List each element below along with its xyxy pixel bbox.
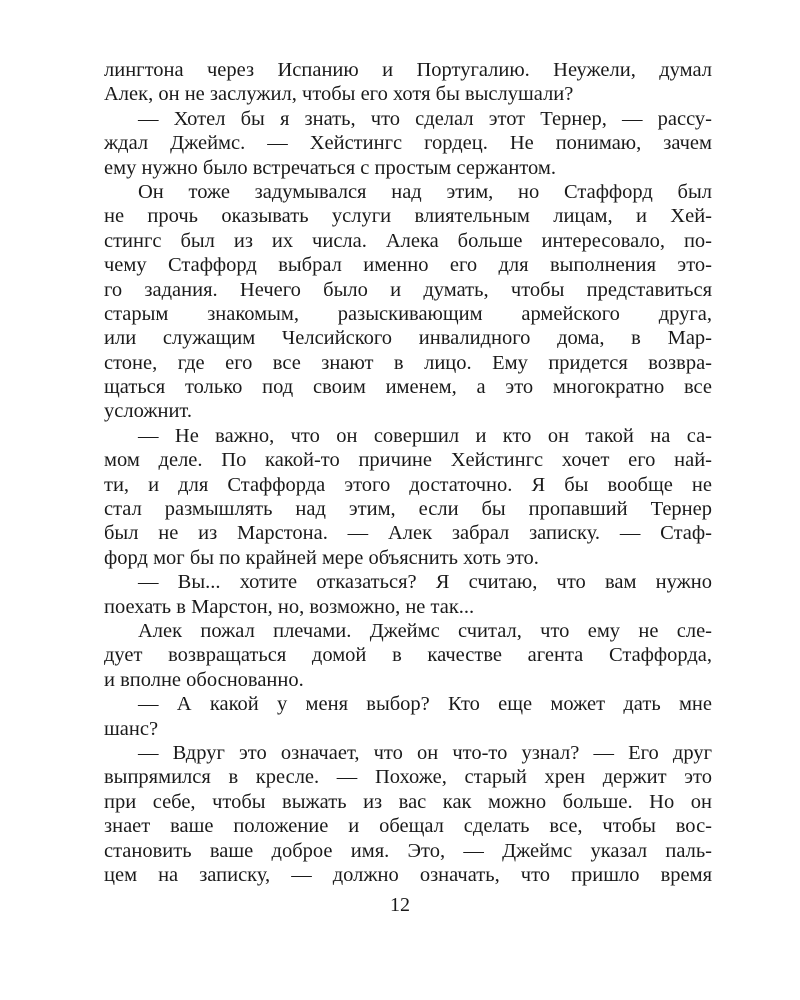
text-line: го задания. Нечего было и думать, чтобы представиться (104, 278, 712, 301)
text-line: щаться только под своим именем, а это многократно все (104, 376, 712, 399)
text-line: и вполне обоснованно. (104, 668, 304, 691)
text-line: при себе, чтобы выжать из вас как можно больше. Но он (104, 790, 712, 813)
text-line: — Не важно, что он совершил и кто он такой на са- (138, 424, 712, 447)
text-line: шанс? (104, 717, 159, 740)
text-line: старым знакомым, разыскивающим армейского друга, (104, 302, 712, 325)
page-text-column (104, 58, 712, 887)
text-line: или служащим Челсийского инвалидного дома, в Мар- (104, 327, 712, 350)
paragraph (104, 180, 712, 424)
page-number: 12 (390, 894, 410, 916)
text-line: выпрямился в кресле. — Похоже, старый хрен держит это (104, 766, 712, 789)
paragraph (104, 570, 712, 619)
text-line: — А какой у меня выбор? Кто еще может дать мне (138, 693, 712, 716)
text-line: стал размышлять над этим, если бы пропавший Тернер (104, 498, 712, 521)
text-line: чему Стаффорд выбрал именно его для выполнения это- (104, 254, 712, 277)
paragraph (104, 741, 712, 887)
text-line: стоне, где его все знают в лицо. Ему придется возвра- (104, 351, 712, 374)
text-line: лингтона через Испанию и Португалию. Неужели, думал (104, 59, 712, 81)
text-line: усложнит. (104, 400, 192, 423)
text-line: мом деле. По какой-то причине Хейстингс хочет его най- (104, 449, 712, 472)
text-line: становить ваше доброе имя. Это, — Джеймс указал паль- (104, 839, 712, 862)
text-line: знает ваше положение и обещал сделать все, чтобы вос- (104, 815, 712, 838)
paragraph (104, 424, 712, 570)
text-line: цем на записку, — должно означать, что пришло время (104, 863, 712, 886)
text-line: был не из Марстона. — Алек забрал записку. — Стаф- (104, 522, 712, 545)
text-line: Алек пожал плечами. Джеймс считал, что ему не сле- (138, 619, 712, 642)
text-line: ждал Джеймс. — Хейстингс гордец. Не понимаю, зачем (104, 132, 712, 155)
text-line: стингс был из их числа. Алека больше интересовало, по- (104, 229, 712, 252)
text-line: ему нужно было встречаться с простым сержантом. (104, 156, 556, 179)
text-line: — Вы... хотите отказаться? Я считаю, что вам нужно (138, 571, 712, 594)
text-line: дует возвращаться домой в качестве агента Стаффорда, (104, 644, 712, 667)
text-line: — Хотел бы я знать, что сделал этот Тернер, — рассу- (138, 107, 712, 130)
text-line: форд мог бы по крайней мере объяснить хоть это. (104, 546, 539, 569)
text-line: Он тоже задумывался над этим, но Стаффорд был (138, 180, 712, 203)
text-line: — Вдруг это означает, что он что-то узнал? — Его друг (138, 741, 712, 764)
text-line: ти, и для Стаффорда этого достаточно. Я бы вообще не (104, 473, 712, 496)
text-line: Алек, он не заслужил, чтобы его хотя бы выслушали? (104, 83, 574, 106)
paragraph (104, 107, 712, 180)
text-line: поехать в Марстон, но, возможно, не так... (104, 595, 475, 618)
paragraph (104, 619, 712, 692)
paragraph (104, 58, 712, 107)
text-line: не прочь оказывать услуги влиятельным лицам, и Хей- (104, 205, 712, 228)
paragraph (104, 692, 712, 741)
